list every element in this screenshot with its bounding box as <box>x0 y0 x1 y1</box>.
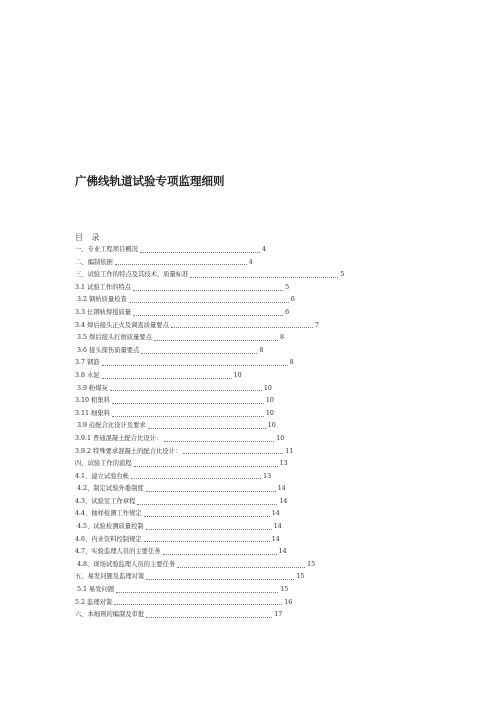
toc-entry-page: 17 <box>274 611 283 619</box>
toc-entry-page: 10 <box>263 384 272 392</box>
toc-leader-dots <box>164 437 274 442</box>
toc-leader-dots <box>144 512 270 517</box>
table-of-contents <box>75 244 344 622</box>
toc-entry-label: 一、专业工程项目概况 <box>75 246 138 253</box>
toc-entry-label: 5.2 监理对策 <box>75 598 113 606</box>
toc-entry-page: 4 <box>248 258 253 266</box>
toc-entry-page: 8 <box>289 359 294 367</box>
toc-leader-dots <box>146 487 276 492</box>
toc-entry[interactable] <box>75 458 344 471</box>
toc-leader-dots <box>110 386 262 391</box>
toc-entry[interactable] <box>75 294 344 307</box>
toc-leader-dots <box>183 449 283 454</box>
toc-entry[interactable] <box>75 521 344 534</box>
toc-entry-label: 4.8、现场试验监理人员的主要任务 <box>77 560 176 568</box>
toc-entry-label: 3.9.2 特殊要求混凝土的配合比设计： <box>75 447 182 455</box>
toc-entry[interactable] <box>75 332 344 345</box>
toc-entry-label: 3.11 细集料 <box>75 409 110 417</box>
toc-entry-label: 5.1 易发问题 <box>77 586 115 594</box>
toc-leader-dots <box>131 474 261 479</box>
toc-entry[interactable] <box>75 546 344 559</box>
toc-entry-label: 3.4 焊后接头正火及调直质量要点 <box>75 321 169 329</box>
toc-leader-dots <box>148 424 266 429</box>
toc-entry[interactable] <box>75 571 344 584</box>
toc-leader-dots <box>116 588 278 593</box>
toc-entry-label: 3.7 钢筋 <box>75 359 100 367</box>
toc-entry[interactable] <box>75 433 344 446</box>
toc-entry-page: 15 <box>280 586 289 594</box>
toc-entry-page: 14 <box>273 523 282 531</box>
toc-entry-label: 3.5 焊后接头打磨质量要点 <box>77 334 152 342</box>
toc-entry-page: 7 <box>314 321 319 329</box>
toc-leader-dots <box>163 550 277 555</box>
toc-heading: 目 录 <box>75 233 103 242</box>
toc-entry[interactable] <box>75 307 344 320</box>
toc-entry[interactable] <box>75 244 344 257</box>
toc-entry[interactable] <box>75 446 344 459</box>
toc-leader-dots <box>134 462 278 467</box>
toc-leader-dots <box>133 311 283 316</box>
toc-leader-dots <box>171 323 313 328</box>
toc-entry[interactable] <box>75 370 344 383</box>
toc-entry-page: 10 <box>233 371 242 379</box>
toc-entry-label: 4.4、抽样检测工作规定 <box>75 510 142 518</box>
toc-entry-label: 4.7、实验监理人员的主要任务 <box>75 548 161 556</box>
toc-leader-dots <box>141 349 257 354</box>
toc-leader-dots <box>146 613 272 618</box>
toc-entry[interactable] <box>75 496 344 509</box>
toc-entry-page: 15 <box>307 560 316 568</box>
toc-entry-label: 3.6 接头探伤质量要点 <box>77 346 140 354</box>
toc-entry-page: 8 <box>259 346 264 354</box>
toc-entry[interactable] <box>75 395 344 408</box>
toc-entry-page: 10 <box>267 422 276 430</box>
toc-entry-page: 14 <box>279 497 288 505</box>
toc-entry-label: 3.3 长钢轨焊接质量 <box>75 308 132 316</box>
toc-entry-page: 14 <box>271 510 280 518</box>
toc-entry[interactable] <box>75 269 344 282</box>
toc-entry-label: 3.8 水泥 <box>75 371 100 379</box>
document-title: 广佛线轨道试验专项监理细则 <box>75 174 225 188</box>
toc-leader-dots <box>154 336 278 341</box>
toc-entry[interactable] <box>75 471 344 484</box>
toc-entry-page: 5 <box>285 283 290 291</box>
toc-entry-label: 3.1 试验工作的特点 <box>75 283 132 291</box>
toc-entry-page: 11 <box>285 447 294 455</box>
toc-entry-page: 14 <box>271 535 280 543</box>
toc-leader-dots <box>144 537 270 542</box>
toc-entry-page: 14 <box>277 485 286 493</box>
toc-entry[interactable] <box>75 408 344 421</box>
toc-entry-page: 6 <box>285 308 290 316</box>
toc-entry[interactable] <box>75 383 344 396</box>
toc-entry-label: 3.10 粗集料 <box>75 397 110 405</box>
toc-entry[interactable] <box>75 320 344 333</box>
toc-entry[interactable] <box>75 357 344 370</box>
toc-leader-dots <box>112 412 264 417</box>
toc-entry[interactable] <box>75 597 344 610</box>
toc-leader-dots <box>102 374 232 379</box>
toc-entry-label: 六、本细则的编制及审批 <box>75 611 145 619</box>
toc-entry-label: 4.3、试验室工作章程 <box>75 497 136 505</box>
toc-entry-label: 二、编制依据 <box>75 258 113 266</box>
toc-entry-label: 三、试验工作的特点及其技术、质量标准 <box>75 271 189 279</box>
toc-entry-page: 10 <box>276 434 285 442</box>
toc-entry-label: 4.2、制定试验外委制度 <box>77 485 144 493</box>
toc-entry[interactable] <box>75 257 344 270</box>
toc-entry[interactable] <box>75 534 344 547</box>
toc-entry-page: 5 <box>340 271 345 279</box>
toc-entry-label: 4.1、建立试验台帐 <box>75 472 130 480</box>
toc-leader-dots <box>114 600 282 605</box>
toc-entry-page: 15 <box>296 573 305 581</box>
toc-entry[interactable] <box>75 282 344 295</box>
toc-entry[interactable] <box>75 420 344 433</box>
toc-entry[interactable] <box>75 609 344 622</box>
toc-entry-label: 4.6、内业资料控制规定 <box>75 535 142 543</box>
toc-entry-label: 五、易发问题及监理对策 <box>75 573 145 581</box>
toc-leader-dots <box>177 563 305 568</box>
toc-entry[interactable] <box>75 559 344 572</box>
toc-entry-page: 6 <box>290 296 295 304</box>
toc-entry-page: 4 <box>261 246 266 253</box>
toc-entry-label: 四、试验工作的流程 <box>75 460 132 468</box>
toc-entry-page: 13 <box>279 460 288 468</box>
toc-leader-dots <box>112 399 264 404</box>
toc-leader-dots <box>137 500 277 505</box>
toc-entry-page: 10 <box>265 397 274 405</box>
toc-entry-page: 10 <box>265 409 274 417</box>
toc-entry[interactable] <box>75 584 344 597</box>
toc-entry-label: 4.5、试验检测质量控制 <box>77 523 144 531</box>
toc-entry[interactable] <box>75 345 344 358</box>
toc-entry-label: 3.9.1 普通混凝土配合比设计： <box>75 434 163 442</box>
toc-leader-dots <box>146 575 294 580</box>
toc-leader-dots <box>140 248 260 253</box>
toc-entry-label: 3.9 粉煤灰 <box>77 384 108 392</box>
toc-leader-dots <box>102 361 288 366</box>
toc-entry-page: 16 <box>284 598 293 606</box>
toc-entry-page: 14 <box>278 548 287 556</box>
toc-entry[interactable] <box>75 483 344 496</box>
toc-entry[interactable] <box>75 508 344 521</box>
toc-entry-label: 3.9 砼配合比设计及要求 <box>77 422 146 430</box>
toc-leader-dots <box>133 286 283 291</box>
toc-entry-page: 13 <box>263 472 272 480</box>
toc-entry-label: 3.2 钢轨质量检查 <box>77 296 127 304</box>
toc-leader-dots <box>115 260 247 265</box>
toc-leader-dots <box>146 525 272 530</box>
toc-entry-page: 8 <box>280 334 285 342</box>
toc-leader-dots <box>129 298 289 303</box>
toc-leader-dots <box>190 273 338 278</box>
